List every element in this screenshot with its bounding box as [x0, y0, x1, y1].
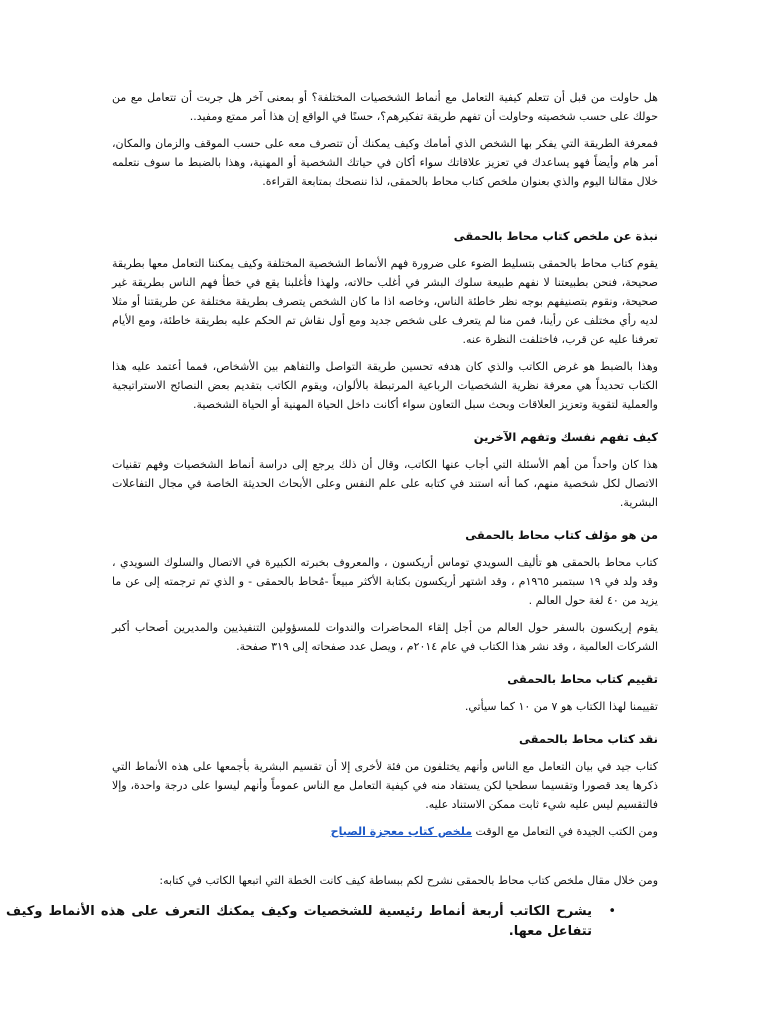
overview-paragraph-2: وهذا بالضبط هو غرض الكاتب والذي كان هدفه تحسين طريقة التواصل والتفاهم بين الأشخاص، فمما أعتمد عليه هذا الكتاب تحديداً هي معرفة نظرية الشخصيات الرباعية المرتبطة بالألوان، ويقوم الكاتب بتقديم بعض النصائح الاستراتيجية والعملية لتقوية وتعزيز العلاقات وبحث سبل التعاون سواء أكانت داخل الحياة المهنية أو الحياة الشخصية. [112, 360, 658, 411]
related-book-link[interactable]: ملخص كتاب معجزة الصباح [330, 825, 473, 838]
intro-paragraph-2: فمعرفة الطريقة التي يفكر بها الشخص الذي أمامك وكيف يمكنك أن تتصرف معه على حسب الموقف والزمان والمكان، أمر هام وأيضاً فهو يساعدك في تعزيز علاقاتك سواء أكان في حياتك الشخصية أو المهنية، وهذا بالضبط ما سوف نتعلمه خلال مقالنا اليوم والذي بعنوان ملخص كتاب محاط بالحمقى، لذا ننصحك بمتابعة القراءة. [112, 137, 658, 188]
rating-paragraph: تقييمنا لهذا الكتاب هو ٧ من ١٠ كما سيأتي. [464, 700, 658, 713]
author-paragraph-2: يقوم إريكسون بالسفر حول العالم من أجل إلقاء المحاضرات والندوات للمسؤولين التنفيذيين والمديرين أصحاب أكبر الشركات العالمية ، وقد نشر هذا الكتاب في عام ٢٠١٤م ، ويصل عدد صفحاته إلى ٣١٩ صفحة. [112, 621, 658, 653]
overview-paragraph-1: يقوم كتاب محاط بالحمقى بتسليط الضوء على ضرورة فهم الأنماط الشخصية المختلفة وكيف يمكننا التعامل معها بطريقة صحيحة، فنحن بطبيعتنا لا نفهم طبيعة سلوك البشر في أغلب حالاته، ولهذا فأغلبنا يقع في خطأ فهم الناس بطريقة غير صحيحة، ونقوم بتصنيفهم بوجه نظر خاطئة الناس، وخاصه اذا ما كان الشخص يتصرف بطريقة مختلفة عن طريقتنا أو مثلا لديه رأي مختلف عن رأينا، فمن منا لم يتعرف على شخص جديد ومع أول نقاش تم الحكم عليه بطريقة خاطئة، ومع الأيام تعرفنا عليه عن قرب، فاختلفت النظرة عنه. [112, 257, 658, 346]
outro-paragraph: ومن خلال مقال ملخص كتاب محاط بالحمقى نشرح لكم ببساطة كيف كانت الخطة التي اتبعها الكاتب في كتابه: [159, 874, 658, 887]
related-book-prefix: ومن الكتب الجيدة في التعامل مع الوقت [475, 825, 658, 838]
section-heading-critique: نقد كتاب محاط بالحمقى [518, 732, 658, 746]
section-heading-understand: كيف تفهم نفسك وتفهم الآخرين [473, 430, 658, 444]
document-page [6, 88, 659, 942]
section-heading-rating: تقييم كتاب محاط بالحمقى [507, 672, 658, 686]
bullet-icon: • [608, 904, 616, 919]
list-item [6, 902, 618, 942]
bullet-text: يشرح الكاتب أربعة أنماط رئيسية للشخصيات وكيف يمكنك التعرف على هذه الأنماط وكيف تتفاعل معها. [6, 904, 592, 939]
understand-paragraph: هذا كان واحداً من أهم الأسئلة التي أجاب عنها الكاتب، وقال أن ذلك يرجع إلى دراسة أنماط الشخصيات وفهم تقنيات الاتصال لكل شخصية منهم، كما أنه استند في كتابه على علم النفس وعلى الأبحاث الحديثة الخاصة في مجال التفاعلات البشرية. [112, 458, 658, 509]
related-book-line [112, 822, 658, 841]
author-paragraph-1: كتاب محاط بالحمقى هو تأليف السويدي توماس أريكسون ، والمعروف بخبرته الكبيرة في الاتصال والسلوك السويدي ، وقد ولد في ١٩ سبتمبر ١٩٦٥م ، وقد اشتهر أريكسون بكتابة الأكثر مبيعاً -مُحاط بالحمقى - و الذي تم ترجمته إلى عن ما يزيد من ٤٠ لغة حول العالم . [112, 556, 659, 607]
section-heading-overview: نبذة عن ملخص كتاب محاط بالحمقى [453, 229, 658, 243]
spacer [112, 841, 658, 871]
spacer [112, 191, 658, 227]
intro-paragraph-1: هل حاولت من قبل أن تتعلم كيفية التعامل مع أنماط الشخصيات المختلفة؟ أو بمعنى آخر هل جربت أن تتعامل مع من حولك على حسب شخصيته وحاولت أن تفهم طريقة تفكيرهم؟، حسنًا في الواقع إن هذا أمر ممتع ومفيد.. [112, 91, 658, 123]
critique-paragraph: كتاب جيد في بيان التعامل مع الناس وأنهم يختلفون من فئة لأخرى إلا أن تقسيم البشرية بأجمعها على هذه الأنماط التي ذكرها يعد قصورا وتقسيما سطحيا لكن يستفاد منه في كيفية التعامل مع الناس عموماً وأنهم ليسوا على درجة واحدة، وإلا فالتقسيم ليس عليه شيء ثابت ممكن الاستناد عليه. [112, 760, 658, 811]
section-heading-author: من هو مؤلف كتاب محاط بالحمقى [465, 528, 658, 542]
